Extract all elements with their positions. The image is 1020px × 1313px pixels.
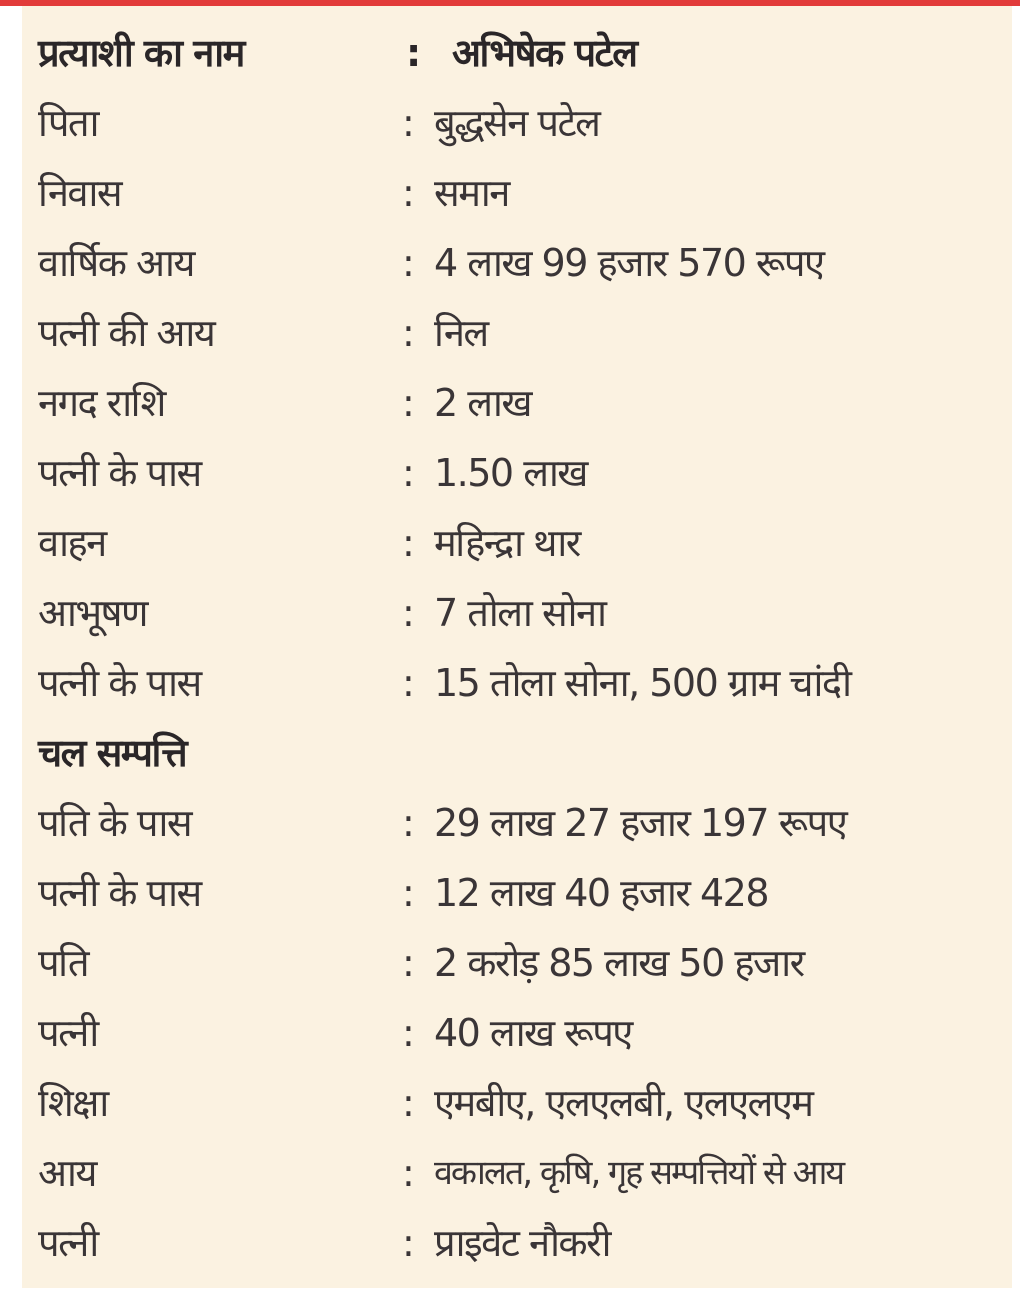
row-value: महिन्द्रा थार	[434, 521, 580, 565]
row-label: पत्नी	[38, 1011, 98, 1055]
info-row-wife-cash	[38, 438, 1008, 508]
row-value: अभिषेक पटेल	[452, 31, 637, 75]
row-separator: :	[402, 381, 414, 425]
row-separator: :	[402, 241, 414, 285]
row-label: नगद राशि	[38, 381, 165, 425]
row-label: पिता	[38, 101, 98, 145]
info-row-husband-movable	[38, 788, 1008, 858]
info-row-wife	[38, 998, 1008, 1068]
info-row-cash	[38, 368, 1008, 438]
row-value: एमबीए, एलएलबी, एलएलएम	[434, 1081, 813, 1125]
row-value: निल	[434, 311, 488, 355]
info-row-father	[38, 88, 1008, 158]
section-heading-movable-assets	[38, 718, 1008, 788]
row-label: वाहन	[38, 521, 106, 565]
row-label: पति	[38, 941, 89, 985]
row-separator: :	[402, 1081, 414, 1125]
info-row-annual-income	[38, 228, 1008, 298]
row-value: 2 करोड़ 85 लाख 50 हजार	[434, 941, 804, 985]
row-label: पत्नी के पास	[38, 871, 201, 915]
row-separator: :	[402, 521, 414, 565]
row-separator: :	[402, 661, 414, 705]
info-row-wife-movable	[38, 858, 1008, 928]
row-separator: :	[402, 941, 414, 985]
row-value: 2 लाख	[434, 381, 531, 425]
row-separator: :	[402, 871, 414, 915]
info-row-wife-income	[38, 298, 1008, 368]
info-row-husband	[38, 928, 1008, 998]
row-separator: :	[406, 31, 420, 75]
row-value: वकालत, कृषि, गृह सम्पत्तियों से आय	[434, 1153, 844, 1193]
candidate-info-card	[22, 6, 1012, 1288]
row-value: 7 तोला सोना	[434, 591, 606, 635]
row-separator: :	[402, 591, 414, 635]
row-label: प्रत्याशी का नाम	[38, 31, 244, 75]
info-row-candidate-name	[38, 18, 1008, 88]
row-value: 40 लाख रूपए	[434, 1011, 632, 1055]
row-label: वार्षिक आय	[38, 241, 194, 285]
row-value: 15 तोला सोना, 500 ग्राम चांदी	[434, 661, 851, 705]
row-separator: :	[402, 101, 414, 145]
info-row-income-source	[38, 1138, 1008, 1208]
row-separator: :	[402, 171, 414, 215]
row-label: आभूषण	[38, 591, 147, 635]
row-separator: :	[402, 1151, 414, 1195]
row-value: 29 लाख 27 हजार 197 रूपए	[434, 801, 847, 845]
row-label: निवास	[38, 171, 122, 215]
row-label: शिक्षा	[38, 1081, 108, 1125]
row-value: 4 लाख 99 हजार 570 रूपए	[434, 241, 824, 285]
row-separator: :	[402, 451, 414, 495]
row-value: बुद्धसेन पटेल	[434, 101, 600, 145]
info-row-jewellery	[38, 578, 1008, 648]
row-separator: :	[402, 1011, 414, 1055]
info-row-education	[38, 1068, 1008, 1138]
row-label: पत्नी	[38, 1221, 98, 1265]
row-label: पत्नी के पास	[38, 451, 201, 495]
row-value: समान	[434, 171, 509, 215]
section-heading: चल सम्पत्ति	[38, 731, 187, 775]
row-value: प्राइवेट नौकरी	[434, 1221, 610, 1265]
info-row-residence	[38, 158, 1008, 228]
info-row-wife-jewellery	[38, 648, 1008, 718]
row-separator: :	[402, 311, 414, 355]
row-separator: :	[402, 801, 414, 845]
info-row-wife-occupation	[38, 1208, 1008, 1278]
info-row-vehicle	[38, 508, 1008, 578]
row-label: पत्नी की आय	[38, 311, 215, 355]
row-label: पत्नी के पास	[38, 661, 201, 705]
row-value: 12 लाख 40 हजार 428	[434, 871, 769, 915]
row-value: 1.50 लाख	[434, 451, 587, 495]
row-separator: :	[402, 1221, 414, 1265]
row-label: आय	[38, 1151, 96, 1195]
row-label: पति के पास	[38, 801, 192, 845]
